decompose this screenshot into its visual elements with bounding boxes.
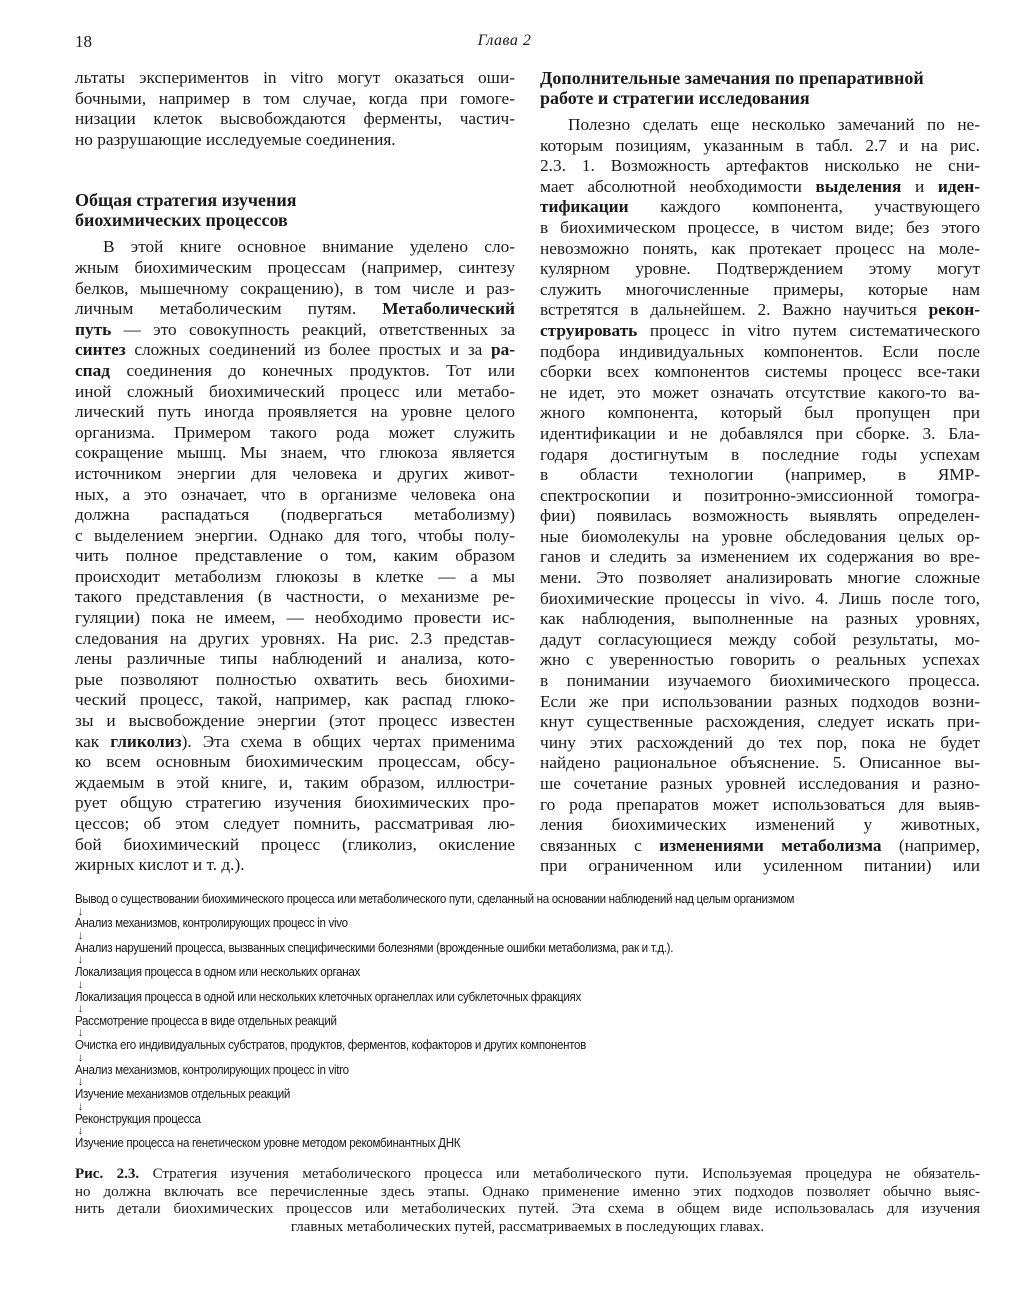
bold-term: изменениями метаболизма <box>659 835 882 855</box>
text-segment: связанных с <box>540 835 660 855</box>
text-segment: источником энергии для человека и других живот- <box>75 463 515 483</box>
caption-line <box>75 1219 980 1237</box>
bold-term: ра- <box>490 340 515 360</box>
text-line <box>540 527 980 548</box>
text-segment: личным метаболическим путям. <box>75 299 383 319</box>
text-segment: найдено рациональное объяснение. 5. Описанное вы- <box>540 753 980 773</box>
bold-term: выделения <box>815 176 902 196</box>
text-segment: мает абсолютной необходимости <box>540 176 816 196</box>
text-segment: гуляции) пока не имеем, — необходимо провести ис- <box>75 608 515 628</box>
text-segment: в понимании изучаемого биохимического процесса. <box>540 671 980 691</box>
text-segment: кулярном уровне. Подтверждением этому могут <box>540 259 980 279</box>
step-label: Реконструкция процесса <box>75 1111 201 1126</box>
flowchart-step <box>75 1087 931 1111</box>
caption-line <box>75 1201 980 1219</box>
bold-term: гликолиз <box>110 731 182 751</box>
text-segment: биохимические процессы in vivo. 4. Лишь после того, <box>540 588 980 608</box>
text-line <box>540 506 980 527</box>
bold-term: синтез <box>75 340 126 360</box>
text-line <box>540 218 980 239</box>
text-segment: ные биомолекулы на уровне обследования целых ор- <box>540 526 980 546</box>
text-line <box>75 485 515 506</box>
text-line <box>75 670 515 691</box>
text-segment: цессов; об этом следует помнить, рассматривая лю- <box>75 814 515 833</box>
text-line: но разрушающие исследуемые соединения. <box>75 129 396 149</box>
text-line <box>75 711 515 732</box>
text-segment: жным биохимическим процессам (например, синтезу <box>75 257 515 277</box>
text-segment: ждаемым в этой книге, и, таким образом, иллюстри- <box>75 772 515 792</box>
text-segment: рует общую стратегию изучения биохимических про- <box>75 793 515 813</box>
text-line <box>540 774 980 795</box>
text-segment: Полезно сделать еще несколько замечаний по не- <box>568 115 980 134</box>
text-line <box>540 650 980 671</box>
intro-paragraph <box>75 68 515 150</box>
text-segment: в области технологии (например, в ЯМР- <box>540 465 980 485</box>
flowchart-step <box>75 990 931 1014</box>
flowchart-step <box>75 916 931 940</box>
text-line <box>540 259 980 280</box>
section-heading-additional-notes <box>540 68 980 108</box>
text-line <box>75 443 515 464</box>
right-column <box>540 68 980 877</box>
text-segment: жно с уверенностью говорить о реальных успехах <box>540 650 980 670</box>
text-line <box>540 383 980 404</box>
flowchart-step <box>75 1014 931 1038</box>
heading-line: Общая стратегия изучения <box>75 190 297 211</box>
text-segment: иной сложный биохимический процесс или метабо- <box>75 381 515 401</box>
flowchart-step <box>75 1112 931 1136</box>
text-segment: ления биохимических изменений у животных, <box>540 815 980 835</box>
text-segment: спектроскопии и позитронно-эмиссионной томогра- <box>540 485 980 505</box>
text-line <box>540 115 980 136</box>
bold-term: Метаболический <box>382 299 515 319</box>
text-line: бочными, например в том случае, когда при гомоге- <box>75 88 515 108</box>
arrow-down-icon: ↓ <box>77 955 83 965</box>
text-segment: рые позволяют полностью охватить весь биохими- <box>75 669 515 689</box>
text-segment: встретятся в дальнейшем. 2. Важно научиться <box>540 300 929 320</box>
text-segment: зы и высвобождение энергии (этот процесс известен <box>75 711 515 731</box>
text-segment: сложных соединений из более простых и за <box>125 340 491 360</box>
bold-term: рекон- <box>928 300 980 320</box>
arrow-down-icon: ↓ <box>77 1126 83 1136</box>
text-segment: следования на других уровнях. На рис. 2.3 представ- <box>75 628 515 648</box>
step-label: Изучение процесса на генетическом уровне методом рекомбинантных ДНК <box>75 1135 461 1150</box>
caption-text: нить детали биохимических процессов или метаболических путей. Эта схема в общем виде использовалась для изучения <box>75 1201 980 1217</box>
caption-text: Стратегия изучения метаболического процесса или метаболического пути. Используемая процедура не обязатель- <box>139 1166 980 1182</box>
text-segment: служить многочисленные примеры, которые нам <box>540 279 980 299</box>
text-line <box>75 608 515 629</box>
text-line <box>540 156 980 177</box>
bold-term: спад <box>75 360 111 380</box>
text-line <box>540 836 980 857</box>
text-line <box>540 609 980 630</box>
caption-line <box>75 1184 980 1202</box>
text-segment: В этой книге основное внимание уделено сло- <box>103 237 515 257</box>
bold-term: иден- <box>937 176 980 196</box>
text-segment: Если же при использовании разных подходов возни- <box>540 691 980 711</box>
text-line <box>75 835 515 856</box>
flowchart-step <box>75 1136 931 1160</box>
left-column <box>75 68 515 876</box>
caption-line <box>75 1166 980 1184</box>
text-line <box>75 793 515 814</box>
text-line: льтаты экспериментов in vitro могут оказаться оши- <box>75 68 515 87</box>
text-segment: сокращение мышц. Мы знаем, что глюкоза является <box>75 443 515 463</box>
text-line <box>540 362 980 383</box>
text-segment: идентификации и не добавлялся при сборке. 3. Бла- <box>540 423 980 443</box>
bold-term: путь <box>75 319 112 339</box>
text-segment: жного компонента, который был пропущен при <box>540 403 980 423</box>
step-label: Локализация процесса в одном или нескольких органах <box>75 965 360 980</box>
text-line <box>540 177 980 198</box>
text-line <box>540 424 980 445</box>
arrow-down-icon: ↓ <box>77 930 83 941</box>
caption-text: главных метаболических путей, рассматриваемых в последующих главах. <box>290 1218 765 1235</box>
step-label: Очистка его индивидуальных субстратов, продуктов, ферментов, кофакторов и других компонентов <box>75 1038 586 1053</box>
text-line <box>540 445 980 466</box>
text-line <box>75 279 515 300</box>
text-line <box>540 300 980 321</box>
text-line <box>540 486 980 507</box>
flowchart-step <box>75 892 931 916</box>
text-line <box>75 402 515 423</box>
text-segment: жирных кислот и т. д.). <box>75 855 245 875</box>
text-segment: ше сочетание разных уровней исследования и разно- <box>540 774 980 793</box>
text-segment: должна распадаться (подвергаться метаболизму) <box>75 505 515 525</box>
text-segment: ческий процесс, такой, например, как распад глюко- <box>75 690 515 710</box>
text-line <box>540 547 980 568</box>
text-line <box>540 568 980 589</box>
arrow-down-icon: ↓ <box>77 1077 83 1087</box>
text-line <box>540 856 980 877</box>
text-line <box>540 712 980 733</box>
text-line <box>75 690 515 711</box>
text-segment: (например, <box>881 835 980 855</box>
text-segment: чить полное представление о том, каким образом <box>75 546 515 566</box>
text-line <box>540 342 980 363</box>
flowchart-step <box>75 941 931 965</box>
step-label: Изучение механизмов отдельных реакций <box>75 1087 291 1102</box>
text-segment: как <box>75 731 111 751</box>
text-line <box>540 280 980 301</box>
heading-line: биохимических процессов <box>75 210 288 231</box>
text-segment: лены различные типы наблюдений и анализа, кото- <box>75 649 515 669</box>
text-line <box>540 136 980 157</box>
text-line <box>540 239 980 260</box>
step-label: Рассмотрение процесса в виде отдельных реакций <box>75 1013 337 1028</box>
arrow-down-icon: ↓ <box>77 1028 83 1038</box>
text-line <box>75 732 515 753</box>
text-line <box>540 630 980 651</box>
text-line <box>75 237 515 258</box>
section-heading-general-strategy <box>75 190 515 230</box>
text-segment: каждого компонента, участвующего <box>628 197 980 217</box>
text-segment: дадут согласующиеся между собой результаты, мо- <box>540 629 980 649</box>
text-line <box>540 753 980 774</box>
text-line <box>75 814 515 835</box>
text-segment: го рода препаратов может использоваться для выяв- <box>540 794 980 814</box>
text-segment: организма. Примером такого рода может служить <box>75 422 515 442</box>
text-line <box>540 197 980 218</box>
text-segment: белков, мышечному сокращению), в том числе и раз- <box>75 278 515 298</box>
text-segment: фии) появилась возможность выявлять определен- <box>540 506 980 526</box>
text-line <box>540 321 980 342</box>
step-label: Анализ нарушений процесса, вызванных специфическими болезнями (врожденные ошибки метаболизма, рак и т.д.). <box>75 940 674 955</box>
step-label: Вывод о существовании биохимического процесса или метаболического пути, сделанный на основании наблюдений над целым организмом <box>75 892 795 906</box>
arrow-down-icon: ↓ <box>77 906 83 916</box>
text-line <box>75 382 515 403</box>
text-segment: процесс in vitro путем систематического <box>637 320 980 340</box>
text-line <box>540 589 980 610</box>
text-line <box>75 546 515 567</box>
figure-flowchart <box>75 892 931 1160</box>
text-segment: ). Эта схема в общих чертах применима <box>181 731 515 751</box>
text-line <box>75 752 515 773</box>
chapter-title: Глава 2 <box>477 32 532 49</box>
arrow-down-icon: ↓ <box>77 1101 83 1112</box>
text-segment: подбора индивидуальных компонентов. Если после <box>540 341 980 361</box>
text-line <box>75 526 515 547</box>
text-segment: — это совокупность реакций, ответственных за <box>111 319 515 339</box>
bold-term: тификации <box>540 197 629 217</box>
body-paragraph <box>540 115 980 877</box>
text-line <box>540 692 980 713</box>
body-paragraph <box>75 237 515 875</box>
text-segment: кнут существенные расхождения, следует искать при- <box>540 712 980 732</box>
text-segment: и <box>901 176 938 196</box>
text-segment: 2.3. 1. Возможность артефактов нисколько не сни- <box>540 156 980 176</box>
text-segment: годаря достигнутым в последние годы успехам <box>540 444 980 464</box>
text-segment: ганов и следить за изменением их содержания во вре- <box>540 547 980 567</box>
text-line <box>75 629 515 650</box>
text-line <box>75 258 515 279</box>
step-label: Анализ механизмов, контролирующих процесс in vitro <box>75 1062 349 1077</box>
text-line <box>75 773 515 794</box>
text-segment: бой биохимический процесс (гликолиз, окисление <box>75 834 515 854</box>
text-segment: чину этих расхождений до тех пор, пока не будет <box>540 732 980 752</box>
heading-line: Дополнительные замечания по препаративной <box>540 68 924 88</box>
text-line <box>75 649 515 670</box>
flowchart-step <box>75 1063 931 1087</box>
text-line <box>540 671 980 692</box>
text-line: низации клеток высвобождаются ферменты, частич- <box>75 109 515 129</box>
text-segment: которым позициям, указанным в табл. 2.7 и на рис. <box>540 135 980 155</box>
text-line <box>540 465 980 486</box>
text-line <box>75 855 515 876</box>
page-number: 18 <box>75 32 92 51</box>
text-line <box>75 587 515 608</box>
text-line <box>540 733 980 754</box>
text-segment: ных, а это означает, что в организме человека она <box>75 484 515 504</box>
text-line <box>75 567 515 588</box>
text-line <box>540 795 980 816</box>
text-segment: в биохимическом процессе, в чистом виде; без этого <box>540 217 980 237</box>
heading-line: работе и стратегии исследования <box>540 88 810 108</box>
text-segment: соединения до конечных продуктов. Тот или <box>110 360 515 380</box>
flowchart-step <box>75 1038 931 1062</box>
text-line <box>540 403 980 424</box>
arrow-down-icon: ↓ <box>77 1052 83 1063</box>
text-segment: ко всем основным биохимическим процессам, обсу- <box>75 752 515 772</box>
bold-term: струировать <box>540 320 638 340</box>
text-segment: как наблюдения, выполненные на разных уровнях, <box>540 609 980 629</box>
caption-label: Рис. 2.3. <box>75 1166 140 1182</box>
text-line <box>75 361 515 382</box>
text-segment: происходит метаболизм глюкозы в клетке — а мы <box>75 566 515 586</box>
text-segment: мени. Это позволяет анализировать многие сложные <box>540 568 980 588</box>
text-segment: такого представления (в частности, о механизме ре- <box>75 587 515 607</box>
text-segment: невозможно понять, как протекает процесс на моле- <box>540 238 980 258</box>
text-segment: при ограниченном или усиленном питании) или <box>540 856 980 876</box>
text-line <box>75 340 515 361</box>
caption-text: но должна включать все перечисленные здесь этапы. Однако применение именно этих подходов позволяет обычно выяс- <box>75 1183 980 1200</box>
text-segment: сборки всех компонентов системы процесс все-таки <box>540 362 980 382</box>
text-line <box>75 505 515 526</box>
arrow-down-icon: ↓ <box>77 979 83 990</box>
step-label: Анализ механизмов, контролирующих процесс in vivo <box>75 916 348 931</box>
arrow-down-icon: ↓ <box>77 1004 83 1014</box>
text-line <box>75 299 515 320</box>
text-segment: не идет, это может означать отсутствие какого-то ва- <box>540 382 980 402</box>
text-line <box>75 423 515 444</box>
text-segment: лический путь иногда проявляется на уровне целого <box>75 402 515 422</box>
text-line <box>75 320 515 341</box>
text-line <box>540 815 980 836</box>
step-label: Локализация процесса в одной или нескольких клеточных органеллах или субклеточных фракциях <box>75 989 581 1004</box>
text-line <box>75 464 515 485</box>
text-segment: с выделением энергии. Однако для того, чтобы полу- <box>75 525 515 545</box>
flowchart-step <box>75 965 931 989</box>
figure-caption <box>75 1166 980 1236</box>
